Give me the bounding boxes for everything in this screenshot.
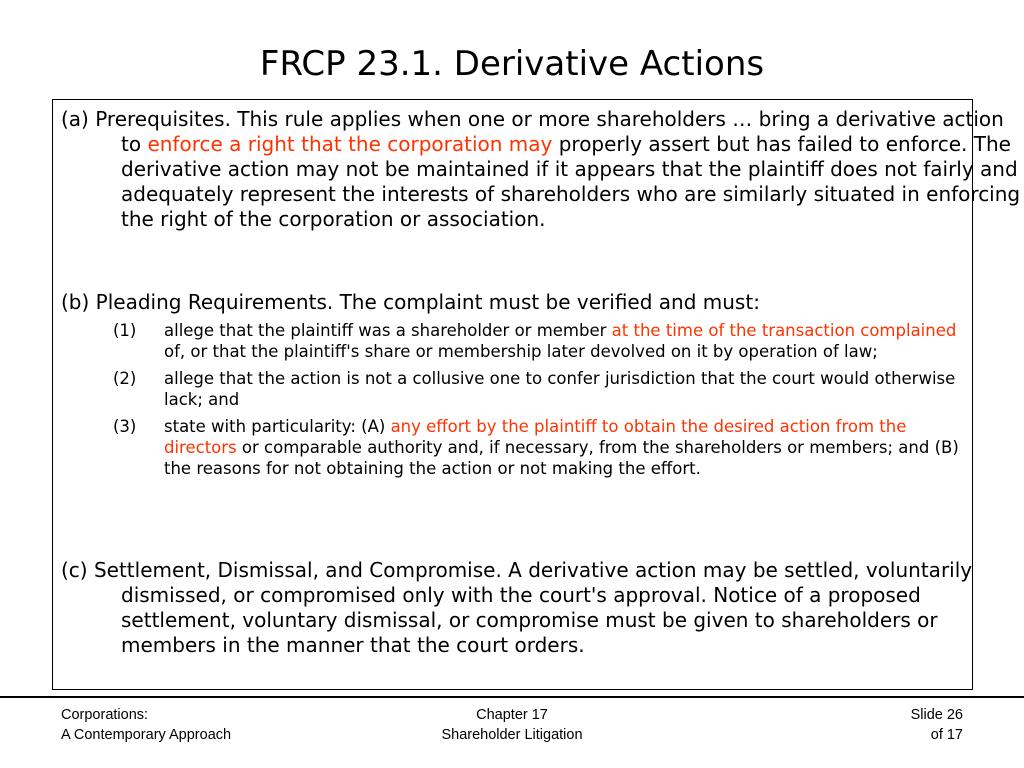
footer-chapter: Chapter 17 bbox=[476, 707, 548, 723]
list-item-highlight: at the time of the transaction complained bbox=[611, 321, 957, 340]
footer-right bbox=[911, 705, 963, 745]
footer-left bbox=[61, 705, 231, 745]
footer-book-subtitle: A Contemporary Approach bbox=[61, 727, 232, 743]
list-item bbox=[113, 416, 961, 479]
slide-title: FRCP 23.1. Derivative Actions bbox=[259, 44, 765, 84]
section-b-list bbox=[113, 320, 961, 479]
footer-slide-number: Slide 26 bbox=[910, 707, 963, 723]
section-c: (c) Settlement, Dismissal, and Compromise. A derivative action may be settled, voluntarily dismissed, or compromised only with the court's approval. Notice of a proposed settlement, voluntary dismissal, or compromise must be given to shareholders or members in the manner that the court orders. bbox=[61, 558, 973, 657]
list-item-text-2: of, or that the plaintiff's share or membership later devolved on it by operation of law; bbox=[164, 342, 878, 361]
footer-slide-total: of 17 bbox=[930, 727, 963, 743]
list-item-text-1: allege that the action is not a collusive one to confer jurisdiction that the court would otherwise lack; and bbox=[164, 369, 956, 409]
list-item bbox=[113, 368, 961, 410]
footer-center bbox=[312, 705, 712, 745]
section-b-heading: (b) Pleading Requirements. The complaint must be verified and must: bbox=[61, 290, 760, 314]
list-item-text-2: or comparable authority and, if necessary, from the shareholders or members; and (B) the reasons for not obtaining the action or not making the effort. bbox=[164, 438, 959, 478]
section-a bbox=[61, 107, 1024, 232]
list-item-number: (1) bbox=[113, 321, 137, 340]
section-a-text-2: properly assert but has failed to enforce. The derivative action may not be maintained if it appears that the plaintiff does not fairly and adequately represent the interests of shareholders who are similarly situated in enforcing the right of the corporation or association. bbox=[121, 132, 1021, 231]
section-a-text-1: (a) Prerequisites. This rule applies when one or more shareholders … bring a derivative action to bbox=[61, 107, 1004, 156]
list-item-text-1: state with particularity: (A) bbox=[164, 417, 391, 436]
list-item-number: (3) bbox=[113, 417, 137, 436]
list-item-highlight: any effort by the plaintiff to obtain the desired action from the directors bbox=[164, 417, 907, 457]
footer-chapter-title: Shareholder Litigation bbox=[441, 727, 583, 743]
list-item bbox=[113, 320, 961, 362]
list-item-number: (2) bbox=[113, 369, 137, 388]
footer-book-title: Corporations: bbox=[61, 707, 149, 723]
section-a-highlight: enforce a right that the corporation may bbox=[147, 132, 553, 156]
footer-divider bbox=[0, 696, 1024, 698]
list-item-text-1: allege that the plaintiff was a shareholder or member bbox=[164, 321, 612, 340]
